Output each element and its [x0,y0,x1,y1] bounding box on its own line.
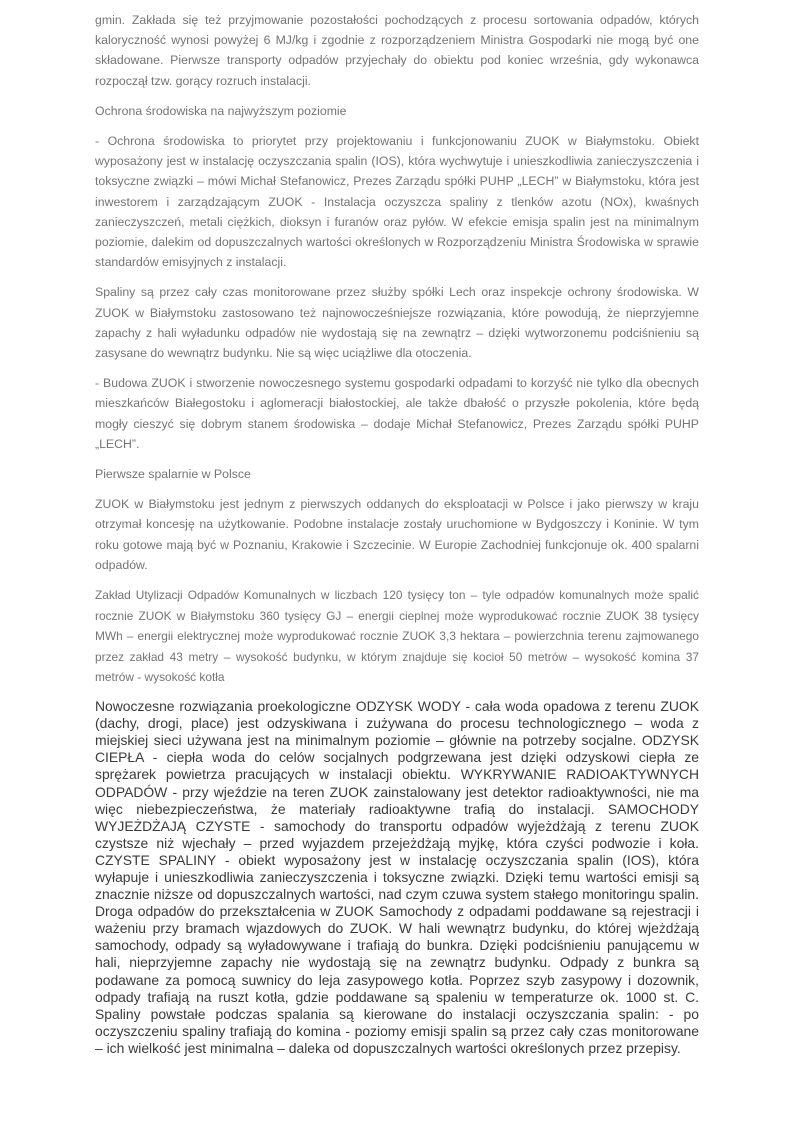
document-page [95,10,699,1057]
paragraph-environment-quote: - Ochrona środowiska to priorytet przy projektowaniu i funkcjonowaniu ZUOK w Białymstoku. Obiekt wyposażony jest w instalację oczyszczania spalin (IOS), która wychwytuje i unieszkodliwia zanieczyszczenia i toksyczne związki – mówi Michał Stefanowicz, Prezes Zarządu spółki PUHP „LECH” w Białymstoku, która jest inwestorem i zarządzającym ZUOK - Instalacja oczyszcza spaliny z tlenków azotu (NOx), kwaśnych zanieczyszczeń, metali ciężkich, dioksyn i furanów oraz pyłów. W efekcie emisja spalin jest na minimalnym poziomie, dalekim od dopuszczalnych wartości określonych w Rozporządzeniu Ministra Środowiska w sprawie standardów emisyjnych z instalacji. [95,134,699,270]
section-heading-environment: Ochrona środowiska na najwyższym poziomie [95,103,347,118]
paragraph-first-in-poland: ZUOK w Białymstoku jest jednym z pierwszych oddanych do eksploatacji w Polsce i jako pierwszy w kraju otrzymał koncesję na użytkowanie. Podobne instalacje zostały uruchomione w Bydgoszczy i Koninie. W tym roku gotowe mają być w Poznaniu, Krakowie i Szczecinie. W Europie Zachodniej funkcjonuje ok. 400 spalarni odpadów. [95,497,699,572]
section-heading-first-incinerators: Pierwsze spalarnie w Polsce [95,467,251,482]
paragraph-future-generations: - Budowa ZUOK i stworzenie nowoczesnego systemu gospodarki odpadami to korzyść nie tylko dla obecnych mieszkańców Białegostoku i aglomeracji białostockiej, ale także dbałość o przyszłe pokolenia, które będą mogły cieszyć się dobrym stanem środowiska – dodaje Michał Stefanowicz, Prezes Zarządu spółki PUHP „LECH”. [95,376,699,451]
paragraph-monitoring: Spaliny są przez cały czas monitorowane przez służby spółki Lech oraz inspekcje ochrony środowiska. W ZUOK w Białymstoku zastosowano też najnowocześniejsze rozwiązania, które powodują, że nieprzyjemne zapachy z hali wyładunku odpadów nie wydostają się na zewnątrz – dzięki wytworzonemu podciśnieniu są zasysane do wewnątrz budynku. Nie są więc uciążliwe dla otoczenia. [95,285,699,361]
paragraph-intro: gmin. Zakłada się też przyjmowanie pozostałości pochodzących z procesu sortowania odpadów, których kaloryczność wynosi powyżej 6 MJ/kg i zgodnie z rozporządzeniem Ministra Gospodarki nie mogą być one składowane. Pierwsze transporty odpadów przyjechały do obiektu pod koniec września, gdy wykonawca rozpoczął tzw. gorący rozruch instalacji. [95,13,699,88]
paragraph-eco-solutions: Nowoczesne rozwiązania proekologiczne ODZYSK WODY - cała woda opadowa z terenu ZUOK (dachy, drogi, place) jest odzyskiwana i zużywana do procesu technologicznego – woda z miejskiej sieci używana jest na minimalnym poziomie – głównie na potrzeby socjalne. ODZYSK CIEPŁA - ciepła woda do celów socjalnych podgrzewana jest dzięki odzyskowi ciepła ze sprężarek powietrza pracujących w instalacji obiektu. WYKRYWANIE RADIOAKTYWNYCH ODPADÓW - przy wjeździe na teren ZUOK zainstalowany jest detektor radioaktywności, nie ma więc niebezpieczeństwa, że materiały radioaktywne trafią do instalacji. SAMOCHODY WYJEŻDŻAJĄ CZYSTE - samochody do transportu odpadów wyjeżdżają z terenu ZUOK czystsze niż wjechały – przed wyjazdem przejeżdżają myjkę, która czyści podwozie i koła. CZYSTE SPALINY - obiekt wyposażony jest w instalację oczyszczania spalin (IOS), która wyłapuje i unieszkodliwia zanieczyszczenia i toksyczne związki. Dzięki temu wartości emisji są znacznie niższe od dopuszczalnych wartości, nad czym czuwa system stałego monitoringu spalin. Droga odpadów do przekształcenia w ZUOK Samochody z odpadami poddawane są rejestracji i ważeniu przy bramach wjazdowych do ZUOK. W hali wewnątrz budynku, do której wjeżdżają samochody, odpady są wyładowywane i trafiają do bunkra. Dzięki podciśnieniu panującemu w hali, nieprzyjemne zapachy nie wydostają się na zewnątrz budynku. Odpady z bunkra są podawane za pomocą suwnicy do leja zasypowego kotła. Poprzez szyb zasypowy i dozownik, odpady trafiają na ruszt kotła, gdzie poddawane są spaleniu w temperaturze ok. 1000 st. C. Spaliny powstałe podczas spalania są kierowane do instalacji oczyszczania spalin: - po oczyszczeniu spaliny trafiają do komina - poziomy emisji spalin są przez cały czas monitorowane – ich wielkość jest minimalna – daleka od dopuszczalnych wartości określonych przez przepisy. [95,698,699,1056]
paragraph-facts-in-numbers: Zakład Utylizacji Odpadów Komunalnych w liczbach 120 tysięcy ton – tyle odpadów komunalnych może spalić rocznie ZUOK w Białymstoku 360 tysięcy GJ – energii cieplnej może wyprodukować rocznie ZUOK 38 tysięcy MWh – energii elektrycznej może wyprodukować rocznie ZUOK 3,3 hektara – powierzchnia terenu zajmowanego przez zakład 43 metry – wysokość budynku, w którym znajduje się kocioł 50 metrów – wysokość komina 37 metrów - wysokość kotła [95,588,699,685]
